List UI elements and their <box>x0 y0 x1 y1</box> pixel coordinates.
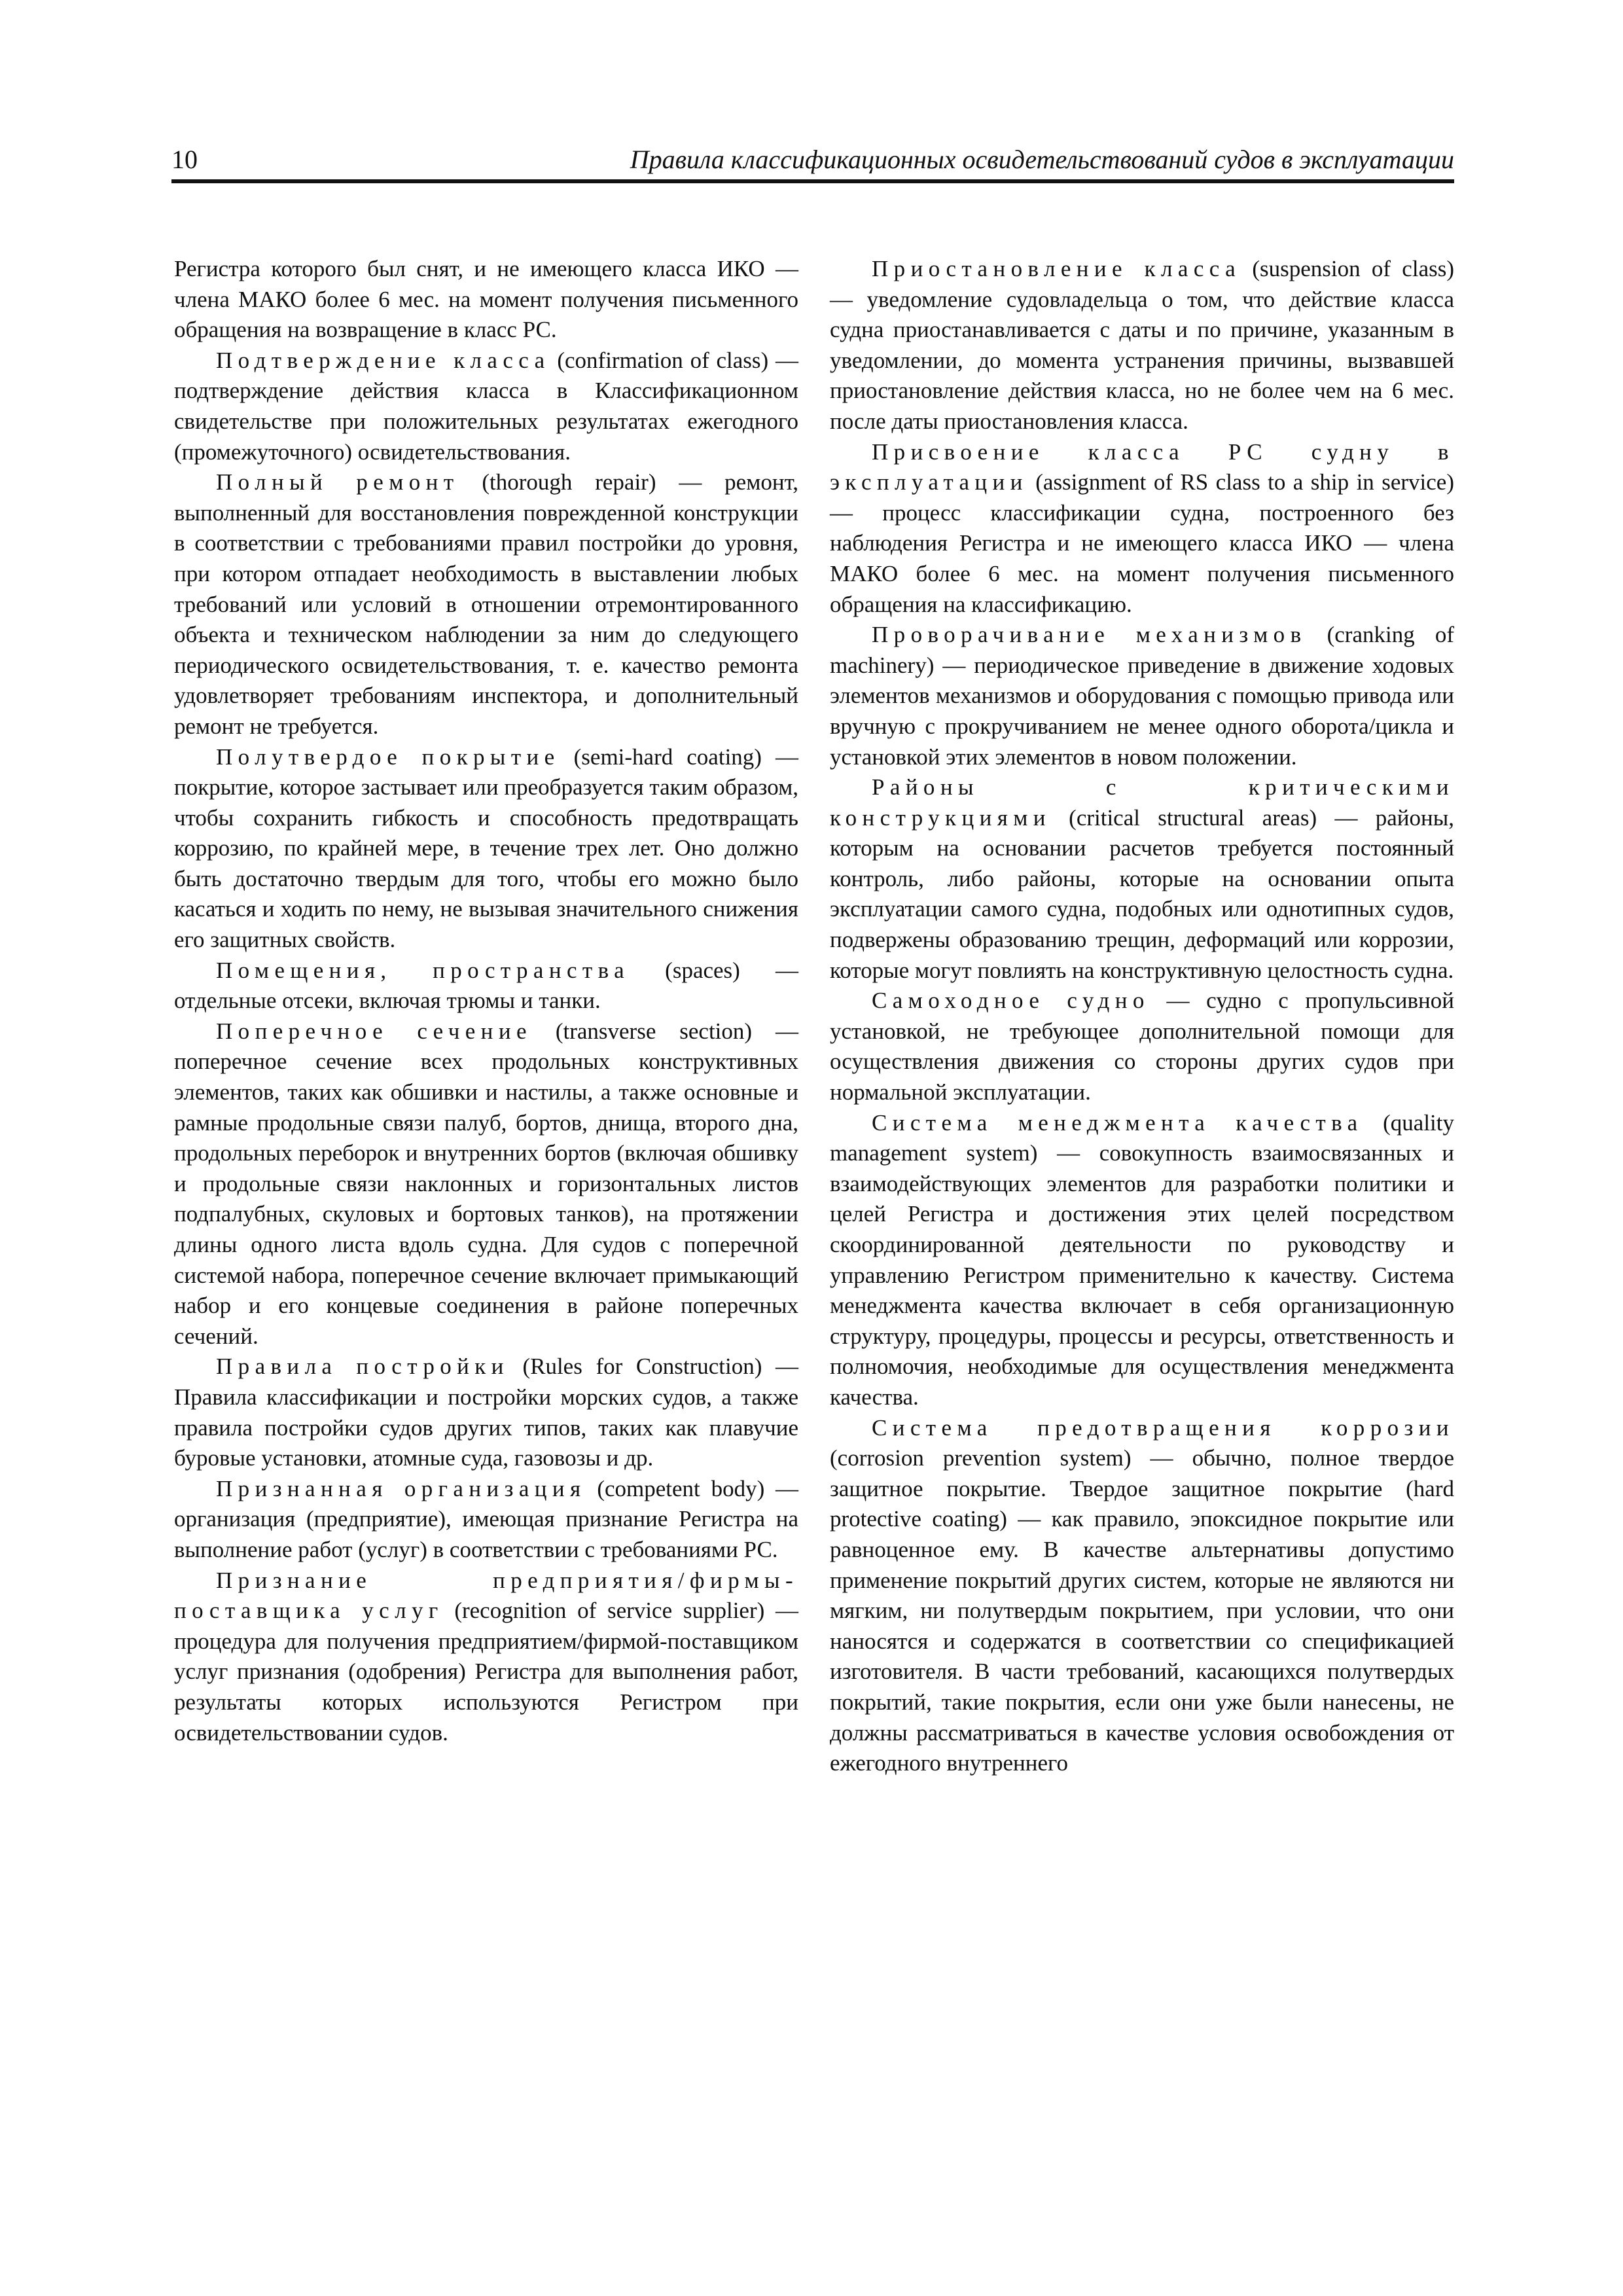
definition-paragraph <box>174 1016 798 1352</box>
definition-paragraph <box>174 742 798 956</box>
definition-term: Подтверждение класса <box>216 347 550 373</box>
definition-text: (confirmation of class) — подтверждение действия класса в Классификационном свидетельстве при положительных результатах ежегодного (промежуточного) освидетельствования. <box>174 347 798 465</box>
definition-text: (cranking of machinery) — периодическое приведение в движение ходовых элементов механизмов и оборудования с помощью привода или вручную с прокручиванием не менее одного оборота/цикла и установкой этих элементов в новом положении. <box>830 622 1454 770</box>
running-title: Правила классификационных освидетельствований судов в эксплуатации <box>630 145 1454 174</box>
definition-term: Районы с критическими конструкциями <box>830 774 1454 831</box>
page-number: 10 <box>171 145 198 174</box>
definition-text: — судно с пропульсивной установкой, не требующее дополнительной помощи для осуществления движения со стороны других судов при нормальной эксплуатации. <box>830 988 1455 1105</box>
definition-term: Система менеджмента качества <box>872 1109 1363 1136</box>
definition-text: (transverse section) — поперечное сечение всех продольных конструктивных элементов, таких как обшивки и настилы, а также основные и рамные продольные связи палуб, бортов, днища, второго дна, продольных переборок и внутренних бортов (включая обшивку и продольные связи наклонных и горизонтальных листов подпалубных, скуловых и бортовых танков), на протяжении длины одного листа вдоль судна. Для судов с поперечной системой набора, поперечное сечение включает примыкающий набор и его концевые соединения в районе поперечных сечений. <box>174 1018 798 1349</box>
definition-text: Регистра которого был снят, и не имеющего класса ИКО — члена МАКО более 6 мес. на момент получения письменного обращения на возвращение в класс РС. <box>174 256 798 343</box>
definition-term: Правила постройки <box>216 1354 509 1380</box>
definition-term: Поперечное сечение <box>216 1018 532 1044</box>
definition-text: (recognition of service supplier) — процедура для получения предприятием/фирмой-поставщиком услуг признания (одобрения) Регистра для выполнения работ, результаты которых используются Регистром при освидетельствовании судов. <box>174 1598 798 1746</box>
definition-term: Присвоение класса РС судну в эксплуатации <box>830 439 1454 495</box>
definition-term: Признание предприятия/фирмы-поставщика услуг <box>174 1567 798 1624</box>
definition-text: (quality management system) — совокупность взаимосвязанных и взаимодействующих элементов для разработки политики и целей Регистра и достижения этих целей посредством скоординированной деятельности по руководству и управлению Регистром применительно к качеству. Система менеджмента качества включает в себя организационную структуру, процедуры, процессы и ресурсы, ответственность и полномочия, необходимые для осуществления менеджмента качества. <box>830 1109 1454 1410</box>
definition-term: Самоходное судно <box>872 988 1150 1014</box>
definition-term: Полутвердое покрытие <box>216 744 560 770</box>
definition-text: (thorough repair) — ремонт, выполненный для восстановления поврежденной конструкции в соответствии с требованиями правил постройки до уровня, при котором отпадает необходимость в выставлении любых требований или условий в отношении отремонтированного объекта и техническом наблюдении за ним до следующего периодического освидетельствования, т. е. качество ремонта удовлетворяет требованиям инспектора, и дополнительный ремонт не требуется. <box>174 469 798 739</box>
definition-paragraph <box>830 437 1454 620</box>
definition-paragraph <box>174 1352 798 1473</box>
definition-paragraph <box>174 1566 798 1749</box>
definition-term: Помещения, пространства <box>216 957 630 983</box>
definition-text: (suspension of class) — уведомление судовладельца о том, что действие класса судна приостанавливается с даты и по причине, указанным в уведомлении, до момента устранения причины, вызвавшей приостановление действия класса, но не более чем на 6 мес. после даты приостановления класса. <box>830 256 1454 434</box>
definition-term: Признанная организация <box>216 1475 586 1501</box>
definition-paragraph <box>174 346 798 467</box>
definition-paragraph <box>174 254 798 346</box>
page-header <box>171 139 1454 183</box>
definition-text: (assignment of RS class to a ship in service) — процесс классификации судна, построенного без наблюдения Регистра и не имеющего класса ИКО — члена МАКО более 6 мес. на момент получения письменного обращения на классификацию. <box>830 469 1454 617</box>
definition-text: (semi-hard coating) — покрытие, которое застывает или преобразуется таким образом, чтобы сохранить гибкость и способность предотвращать коррозию, по крайней мере, в течение трех лет. Оно должно быть достаточно твердым для того, чтобы его можно было касаться и ходить по нему, не вызывая значительного снижения его защитных свойств. <box>174 744 798 953</box>
definition-text: (competent body) — организация (предприятие), имеющая признание Регистра на выполнение работ (услуг) в соответствии с требованиями РС. <box>174 1475 799 1562</box>
definition-paragraph <box>830 620 1454 772</box>
definition-paragraph <box>830 254 1454 437</box>
definition-term: Приостановление класса <box>872 256 1241 281</box>
definition-paragraph <box>174 1474 798 1566</box>
definition-text: (critical structural areas) — районы, которым на основании расчетов требуется постоянный контроль, либо районы, которые на основании опыта эксплуатации самого судна, подобных или однотипных судов, подвержены образованию трещин, деформаций или коррозии, которые могут повлиять на конструктивную целостность судна. <box>830 804 1454 983</box>
definition-paragraph <box>830 986 1454 1107</box>
definition-paragraph <box>174 467 798 742</box>
definition-paragraph <box>174 956 798 1016</box>
definition-paragraph <box>830 772 1454 986</box>
definition-term: Проворачивание механизмов <box>872 622 1307 648</box>
definition-term: Полный ремонт <box>216 469 459 495</box>
definition-paragraph <box>830 1108 1454 1413</box>
definition-term: Система предотвращения коррозии <box>872 1414 1454 1441</box>
left-column <box>174 254 798 1748</box>
definition-text: (spaces) — отдельные отсеки, включая трюмы и танки. <box>174 957 799 1014</box>
definition-text: (corrosion prevention system) — обычно, полное твердое защитное покрытие. Твердое защитное покрытие (hard protective coating) — как правило, эпоксидное покрытие или равноценное ему. В качестве альтернативы допустимо применение покрытий других систем, которые не являются ни мягким, ни полутвердым покрытием, при условии, что они наносятся и содержатся в соответствии со спецификацией изготовителя. В части требований, касающихся полутвердых покрытий, такие покрытия, если они уже были нанесены, не должны рассматриваться в качестве условия освобождения от ежегодного внутреннего <box>830 1445 1454 1776</box>
definition-paragraph <box>830 1413 1454 1779</box>
right-column <box>830 254 1454 1779</box>
definition-text: (Rules for Construction) — Правила классификации и постройки морских судов, а также правила постройки судов других типов, таких как плавучие буровые установки, атомные суда, газовозы и др. <box>174 1354 798 1471</box>
